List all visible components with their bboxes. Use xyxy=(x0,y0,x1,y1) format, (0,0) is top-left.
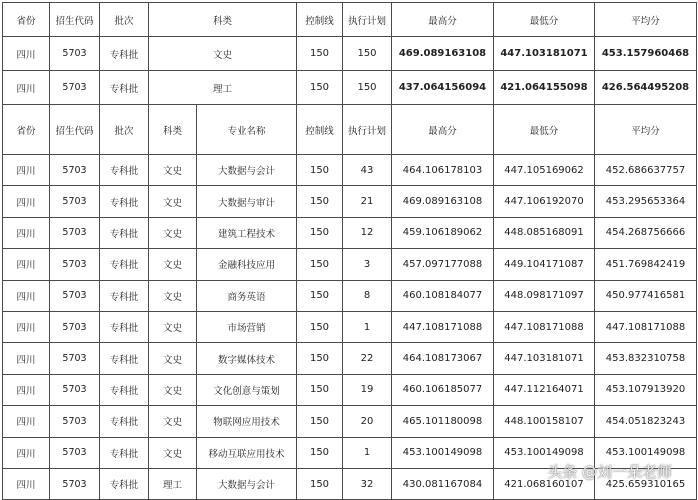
control-line-cell: 150 xyxy=(297,186,343,217)
control-line-cell: 150 xyxy=(297,249,343,280)
batch-cell: 专科批 xyxy=(100,155,149,186)
code-cell: 5703 xyxy=(50,374,100,405)
category-cell: 文史 xyxy=(149,374,197,405)
control-line-cell: 150 xyxy=(297,374,343,405)
header-cell: 最低分 xyxy=(494,3,595,37)
header-cell: 控制线 xyxy=(297,3,343,37)
category-cell: 文史 xyxy=(149,155,197,186)
watermark: 头条 @刘一朵老师 xyxy=(547,463,672,481)
avg-score-cell: 453.100149098 xyxy=(595,437,697,468)
max-score-cell: 430.081167084 xyxy=(392,468,494,499)
detail-header-row xyxy=(3,105,697,155)
province-cell: 四川 xyxy=(3,186,50,217)
header-cell: 执行计划 xyxy=(343,3,392,37)
header-cell: 最低分 xyxy=(494,105,595,155)
avg-score-cell: 453.295653364 xyxy=(595,186,697,217)
code-cell: 5703 xyxy=(50,280,100,311)
control-line-cell: 150 xyxy=(297,155,343,186)
max-score-cell: 447.108171088 xyxy=(392,311,494,342)
code-cell: 5703 xyxy=(50,71,100,105)
batch-cell: 专科批 xyxy=(100,71,149,105)
plan-cell: 3 xyxy=(343,249,392,280)
control-line-cell: 150 xyxy=(297,37,343,71)
table-row xyxy=(3,280,697,311)
province-cell: 四川 xyxy=(3,437,50,468)
max-score-cell: 453.100149098 xyxy=(392,437,494,468)
table-row xyxy=(3,186,697,217)
control-line-cell: 150 xyxy=(297,217,343,248)
batch-cell: 专科批 xyxy=(100,406,149,437)
batch-cell: 专科批 xyxy=(100,437,149,468)
avg-score-cell: 453.157960468 xyxy=(595,37,697,71)
header-cell: 科类 xyxy=(149,3,297,37)
major-cell: 大数据与会计 xyxy=(197,155,297,186)
province-cell: 四川 xyxy=(3,343,50,374)
province-cell: 四川 xyxy=(3,406,50,437)
batch-cell: 专科批 xyxy=(100,37,149,71)
avg-score-cell: 453.832310758 xyxy=(595,343,697,374)
plan-cell: 22 xyxy=(343,343,392,374)
category-cell: 文史 xyxy=(149,37,297,71)
max-score-cell: 469.089163108 xyxy=(392,37,494,71)
max-score-cell: 459.106189062 xyxy=(392,217,494,248)
header-cell: 招生代码 xyxy=(50,105,100,155)
code-cell: 5703 xyxy=(50,37,100,71)
province-cell: 四川 xyxy=(3,374,50,405)
table-row xyxy=(3,217,697,248)
code-cell: 5703 xyxy=(50,406,100,437)
min-score-cell: 448.098171097 xyxy=(494,280,595,311)
plan-cell: 32 xyxy=(343,468,392,499)
code-cell: 5703 xyxy=(50,217,100,248)
header-cell: 执行计划 xyxy=(343,105,392,155)
summary-table xyxy=(2,2,697,105)
max-score-cell: 437.064156094 xyxy=(392,71,494,105)
province-cell: 四川 xyxy=(3,217,50,248)
major-cell: 建筑工程技术 xyxy=(197,217,297,248)
min-score-cell: 421.064155098 xyxy=(494,71,595,105)
min-score-cell: 448.100158107 xyxy=(494,406,595,437)
category-cell: 文史 xyxy=(149,406,197,437)
province-cell: 四川 xyxy=(3,155,50,186)
avg-score-cell: 454.268756666 xyxy=(595,217,697,248)
header-cell: 最高分 xyxy=(392,3,494,37)
header-cell: 专业名称 xyxy=(197,105,297,155)
avg-score-cell: 450.977416581 xyxy=(595,280,697,311)
major-cell: 金融科技应用 xyxy=(197,249,297,280)
category-cell: 文史 xyxy=(149,217,197,248)
header-cell: 平均分 xyxy=(595,105,697,155)
max-score-cell: 464.108173067 xyxy=(392,343,494,374)
province-cell: 四川 xyxy=(3,249,50,280)
category-cell: 文史 xyxy=(149,186,197,217)
batch-cell: 专科批 xyxy=(100,186,149,217)
category-cell: 文史 xyxy=(149,280,197,311)
header-cell: 批次 xyxy=(100,3,149,37)
major-cell: 移动互联应用技术 xyxy=(197,437,297,468)
summary-header-row xyxy=(3,3,697,37)
batch-cell: 专科批 xyxy=(100,374,149,405)
code-cell: 5703 xyxy=(50,311,100,342)
plan-cell: 1 xyxy=(343,311,392,342)
province-cell: 四川 xyxy=(3,311,50,342)
major-cell: 大数据与会计 xyxy=(197,468,297,499)
header-cell: 招生代码 xyxy=(50,3,100,37)
category-cell: 文史 xyxy=(149,437,197,468)
plan-cell: 19 xyxy=(343,374,392,405)
province-cell: 四川 xyxy=(3,280,50,311)
table-row xyxy=(3,249,697,280)
table-row xyxy=(3,155,697,186)
max-score-cell: 465.101180098 xyxy=(392,406,494,437)
header-cell: 批次 xyxy=(100,105,149,155)
detail-table xyxy=(2,104,697,500)
category-cell: 文史 xyxy=(149,311,197,342)
max-score-cell: 457.097177088 xyxy=(392,249,494,280)
major-cell: 市场营销 xyxy=(197,311,297,342)
avg-score-cell: 452.686637757 xyxy=(595,155,697,186)
header-cell: 省份 xyxy=(3,105,50,155)
max-score-cell: 460.108184077 xyxy=(392,280,494,311)
min-score-cell: 447.106192070 xyxy=(494,186,595,217)
header-cell: 最高分 xyxy=(392,105,494,155)
code-cell: 5703 xyxy=(50,249,100,280)
avg-score-cell: 426.564495208 xyxy=(595,71,697,105)
max-score-cell: 464.106178103 xyxy=(392,155,494,186)
table-row xyxy=(3,343,697,374)
avg-score-cell: 451.769842419 xyxy=(595,249,697,280)
batch-cell: 专科批 xyxy=(100,311,149,342)
category-cell: 理工 xyxy=(149,71,297,105)
header-cell: 控制线 xyxy=(297,105,343,155)
max-score-cell: 469.089163108 xyxy=(392,186,494,217)
max-score-cell: 460.106185077 xyxy=(392,374,494,405)
category-cell: 理工 xyxy=(149,468,197,499)
batch-cell: 专科批 xyxy=(100,217,149,248)
plan-cell: 20 xyxy=(343,406,392,437)
code-cell: 5703 xyxy=(50,343,100,374)
code-cell: 5703 xyxy=(50,186,100,217)
table-row xyxy=(3,374,697,405)
min-score-cell: 448.085168091 xyxy=(494,217,595,248)
avg-score-cell: 425.659310165 xyxy=(595,468,697,499)
min-score-cell: 447.108171088 xyxy=(494,311,595,342)
table-row xyxy=(3,71,697,105)
control-line-cell: 150 xyxy=(297,311,343,342)
min-score-cell: 421.068160107 xyxy=(494,468,595,499)
batch-cell: 专科批 xyxy=(100,280,149,311)
major-cell: 商务英语 xyxy=(197,280,297,311)
major-cell: 物联网应用技术 xyxy=(197,406,297,437)
plan-cell: 43 xyxy=(343,155,392,186)
plan-cell: 12 xyxy=(343,217,392,248)
category-cell: 文史 xyxy=(149,343,197,374)
plan-cell: 1 xyxy=(343,437,392,468)
header-cell: 平均分 xyxy=(595,3,697,37)
avg-score-cell: 447.108171088 xyxy=(595,311,697,342)
min-score-cell: 447.103181071 xyxy=(494,343,595,374)
table-row xyxy=(3,311,697,342)
min-score-cell: 453.100149098 xyxy=(494,437,595,468)
min-score-cell: 447.103181071 xyxy=(494,37,595,71)
header-cell: 科类 xyxy=(149,105,197,155)
category-cell: 文史 xyxy=(149,249,197,280)
major-cell: 文化创意与策划 xyxy=(197,374,297,405)
batch-cell: 专科批 xyxy=(100,468,149,499)
plan-cell: 150 xyxy=(343,71,392,105)
control-line-cell: 150 xyxy=(297,406,343,437)
control-line-cell: 150 xyxy=(297,343,343,374)
major-cell: 数字媒体技术 xyxy=(197,343,297,374)
table-row xyxy=(3,37,697,71)
batch-cell: 专科批 xyxy=(100,343,149,374)
min-score-cell: 447.105169062 xyxy=(494,155,595,186)
min-score-cell: 447.112164071 xyxy=(494,374,595,405)
control-line-cell: 150 xyxy=(297,280,343,311)
min-score-cell: 449.104171087 xyxy=(494,249,595,280)
code-cell: 5703 xyxy=(50,155,100,186)
code-cell: 5703 xyxy=(50,468,100,499)
province-cell: 四川 xyxy=(3,71,50,105)
major-cell: 大数据与审计 xyxy=(197,186,297,217)
plan-cell: 150 xyxy=(343,37,392,71)
code-cell: 5703 xyxy=(50,437,100,468)
batch-cell: 专科批 xyxy=(100,249,149,280)
control-line-cell: 150 xyxy=(297,468,343,499)
header-cell: 省份 xyxy=(3,3,50,37)
province-cell: 四川 xyxy=(3,468,50,499)
province-cell: 四川 xyxy=(3,37,50,71)
plan-cell: 8 xyxy=(343,280,392,311)
control-line-cell: 150 xyxy=(297,71,343,105)
avg-score-cell: 453.107913920 xyxy=(595,374,697,405)
avg-score-cell: 454.051823243 xyxy=(595,406,697,437)
table-row xyxy=(3,406,697,437)
plan-cell: 21 xyxy=(343,186,392,217)
control-line-cell: 150 xyxy=(297,437,343,468)
